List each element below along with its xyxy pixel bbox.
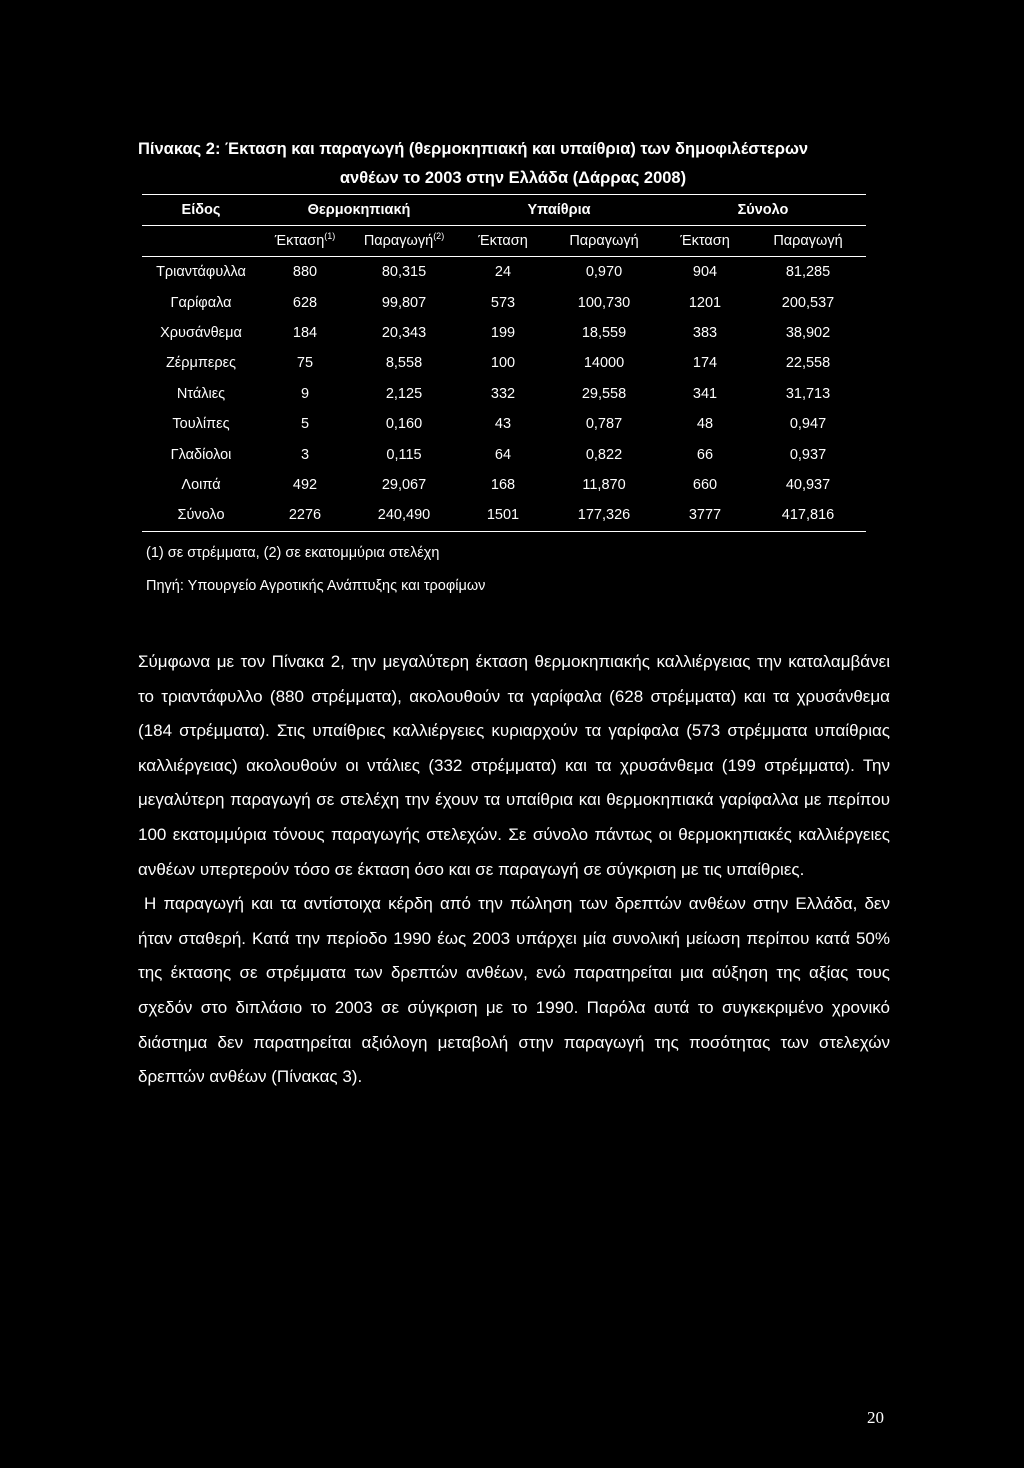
row-label: Γαρίφαλα (170, 294, 232, 311)
row-label: Τουλίπες (172, 416, 230, 433)
table-cell: 492 (292, 476, 318, 493)
table-cell: 2276 (260, 500, 350, 531)
body-text (138, 645, 890, 1095)
table-cell: 18,559 (581, 324, 627, 341)
col-header-type: Είδος (142, 195, 260, 226)
table-cell: 75 (296, 355, 314, 372)
row-label: Ντάλιες (176, 385, 226, 402)
paragraph: Η παραγωγή και τα αντίστοιχα κέρδη από την πώληση των δρεπτών ανθέων στην Ελλάδα, δεν ήταν σταθερή. Κατά την περίοδο 1990 έως 2003 υπάρχει μία συνολική μείωση περίπου κατά 50% της έκτασης σε στρέμματα των δρεπτών ανθέων, ενώ παρατηρείται μια αύξηση της αξίας τους σχεδόν στο διπλάσιο το 2003 σε σύγκριση με το 1990. Παρόλα αυτά το συγκεκριμένο χρονικό διάστημα δεν παρατηρείται αξιόλογη μεταβολή στην παραγωγή της ποσότητας των στελεχών δρεπτών ανθέων (Πίνακας 3). (138, 894, 890, 1087)
table-cell: 417,816 (750, 500, 866, 531)
caption-line-2: ανθέων το 2003 στην Ελλάδα (Δάρρας 2008) (339, 169, 687, 187)
table-cell: 174 (692, 355, 718, 372)
table-source: Πηγή: Υπουργείο Αγροτικής Ανάπτυξης και τροφίμων (146, 578, 486, 594)
sub-header-production: Παραγωγή$^{(2)}$ (363, 231, 445, 249)
table-cell: 100 (490, 355, 516, 372)
caption-line-1: Πίνακας 2: Έκταση και παραγωγή (θερμοκηπιακή και υπαίθρια) των δημοφιλέστερων (138, 140, 809, 158)
table-cell: 332 (490, 385, 516, 402)
table-cell: 38,902 (785, 324, 831, 341)
paragraph: Σύμφωνα με τον Πίνακα 2, την μεγαλύτερη έκταση θερμοκηπιακής καλλιέργειας την καταλαμβάνει το τριαντάφυλλο (880 στρέμματα), ακολουθούν τα γαρίφαλα (628 στρέμματα) και τα χρυσάνθεμα (184 στρέμματα). Στις υπαίθριες καλλιέργειες κυριαρχούν τα γαρίφαλα (573 στρέμματα υπαίθριας καλλιέργειας) ακολουθούν οι ντάλιες (332 στρέμματα) και τα χρυσάνθεμα (199 στρέμματα). Την μεγαλύτερη παραγωγή σε στελέχη την έχουν τα υπαίθρια και θερμοκηπιακά γαρίφαλλα με περίπου 100 εκατομμύρια τόνους παραγωγής στελεχών. Σε σύνολο πάντως οι θερμοκηπιακές καλλιέργειες ανθέων υπερτερούν τόσο σε έκταση όσο και σε παραγωγή σε σύγκριση με τις υπαίθριες. (138, 652, 890, 879)
table-row (142, 318, 866, 348)
table-cell: 184 (292, 324, 318, 341)
table-cell: 341 (692, 385, 718, 402)
table-cell: 880 (260, 257, 350, 288)
table-sub-header-row (142, 226, 866, 257)
table-cell: 14000 (583, 355, 625, 372)
table-row (142, 379, 866, 409)
table-cell: 199 (490, 324, 516, 341)
table-cell: 100,730 (577, 294, 631, 311)
table-cell: 11,870 (582, 476, 626, 493)
table-cell: 0,822 (585, 446, 623, 463)
table-cell: 48 (696, 416, 714, 433)
table-cell: 22,558 (785, 355, 831, 372)
table-cell: 628 (292, 294, 318, 311)
table-cell: 31,713 (785, 385, 831, 402)
row-label: Λοιπά (181, 476, 221, 493)
table-cell: 5 (300, 416, 310, 433)
table-cell: 66 (696, 446, 714, 463)
table-cell: 904 (660, 257, 750, 288)
row-label: Ζέρμπερες (165, 355, 237, 372)
table-cell: 9 (300, 385, 310, 402)
table-caption (138, 135, 888, 193)
flowers-table (142, 194, 866, 532)
table-row (142, 500, 866, 531)
table-cell: 0,160 (385, 416, 423, 433)
table-cell: 177,326 (548, 500, 660, 531)
table-cell: 3 (300, 446, 310, 463)
table-row (142, 287, 866, 317)
row-label: Σύνολο (142, 500, 260, 531)
sub-header-area: Έκταση (680, 233, 730, 249)
table-cell: 3777 (660, 500, 750, 531)
table-cell: 8,558 (385, 355, 423, 372)
table-cell: 29,558 (581, 385, 627, 402)
col-header-total: Σύνολο (660, 195, 866, 226)
col-header-outdoor: Υπαίθρια (458, 195, 660, 226)
table-cell: 20,343 (381, 324, 427, 341)
table-cell: 573 (490, 294, 516, 311)
row-label: Γλαδίολοι (170, 446, 232, 463)
table-cell: 0,115 (386, 446, 422, 463)
sub-header-area: Έκταση$^{(1)}$ (274, 231, 336, 249)
table-cell: 81,285 (750, 257, 866, 288)
table-cell: 1201 (688, 294, 722, 311)
table-row (142, 439, 866, 469)
table-cell: 99,807 (381, 294, 427, 311)
page-number: 20 (867, 1408, 884, 1427)
table-cell: 200,537 (781, 294, 835, 311)
table-cell: 2,125 (385, 385, 423, 402)
table-cell: 43 (494, 416, 512, 433)
sub-header-production: Παραγωγή (569, 233, 639, 249)
table-row (142, 348, 866, 378)
col-header-greenhouse: Θερμοκηπιακή (260, 195, 458, 226)
table-cell: 80,315 (350, 257, 458, 288)
table-cell: 1501 (458, 500, 548, 531)
table-cell: 24 (458, 257, 548, 288)
table-cell: 383 (692, 324, 718, 341)
row-label: Τριαντάφυλλα (142, 257, 260, 288)
table-cell: 0,947 (789, 416, 827, 433)
row-label: Χρυσάνθεμα (160, 324, 242, 341)
table-cell: 40,937 (785, 476, 831, 493)
table-cell: 64 (494, 446, 512, 463)
table-row (142, 470, 866, 500)
table-footnote: (1) σε στρέμματα, (2) σε εκατομμύρια στελέχη (146, 545, 440, 561)
table-cell: 0,787 (585, 416, 623, 433)
table-cell: 240,490 (350, 500, 458, 531)
table-cell: 660 (692, 476, 718, 493)
table-cell: 0,970 (548, 257, 660, 288)
table-cell: 29,067 (381, 476, 427, 493)
table-group-header-row (142, 195, 866, 226)
table-cell: 0,937 (789, 446, 827, 463)
sub-header-production: Παραγωγή (773, 233, 843, 249)
table-cell: 168 (490, 476, 516, 493)
table-row (142, 409, 866, 439)
sub-header-area: Έκταση (478, 233, 528, 249)
table-row (142, 257, 866, 288)
